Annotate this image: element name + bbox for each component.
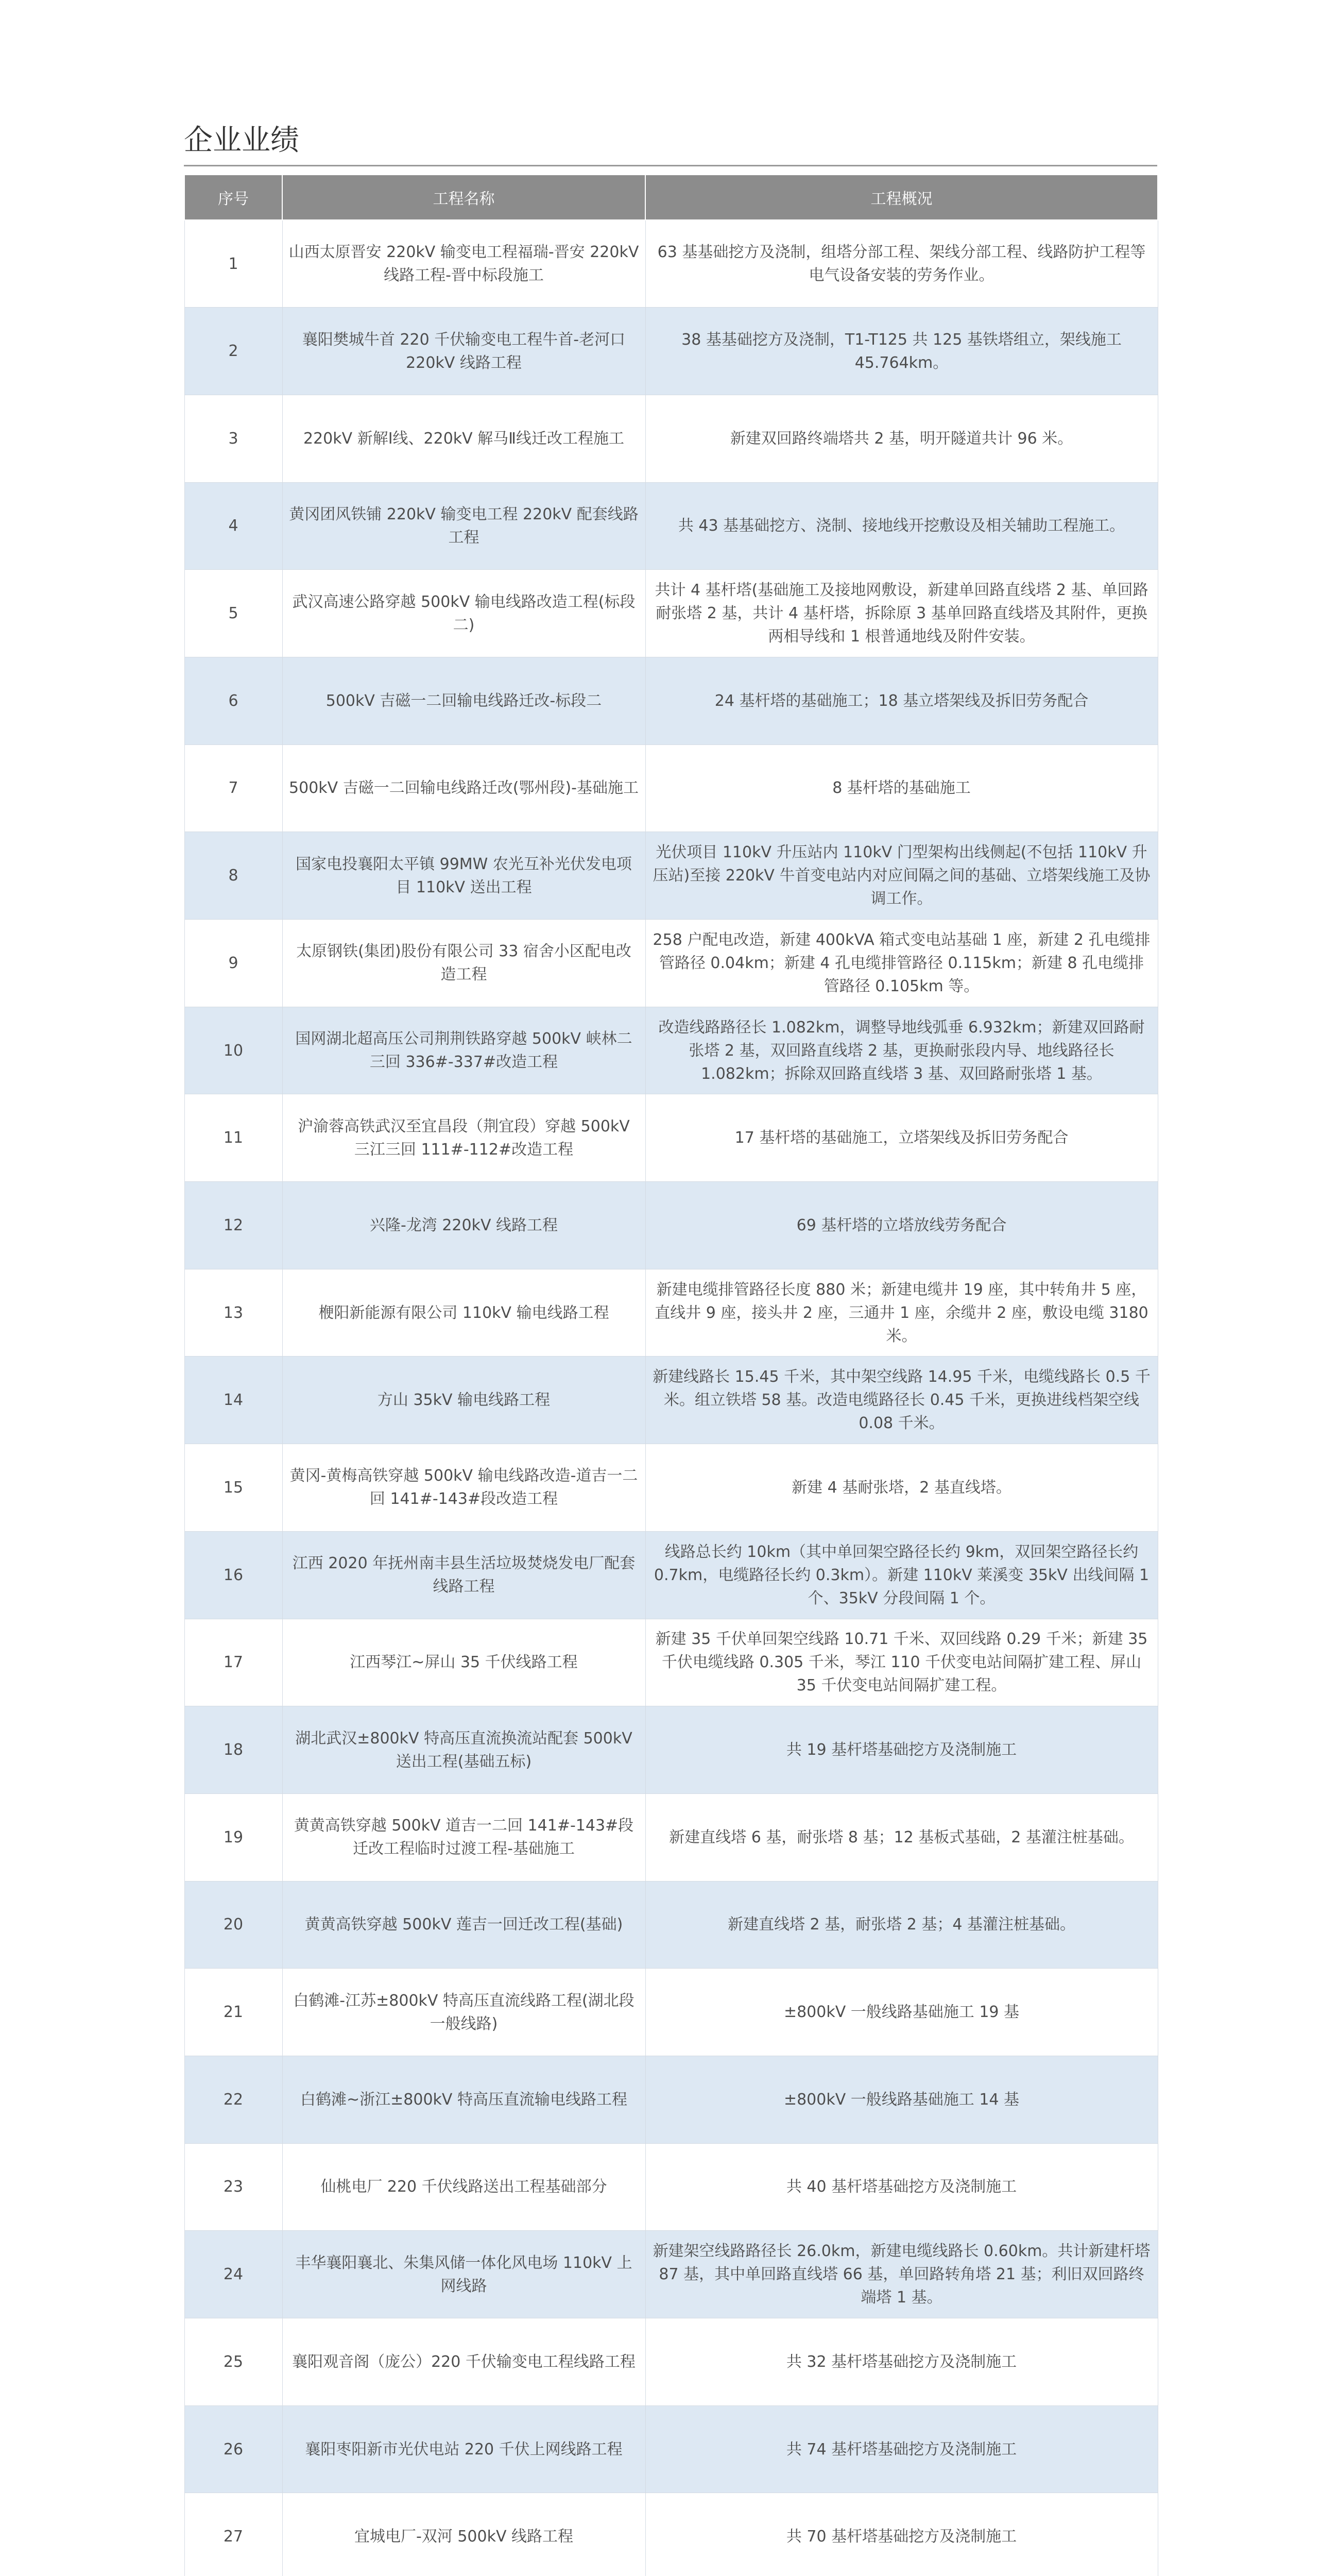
cell-project-name: 襄阳樊城牛首 220 千伏输变电工程牛首-老河口 220kV 线路工程 (282, 308, 645, 395)
table-row (184, 220, 1158, 308)
cell-project-overview: 69 基杆塔的立塔放线劳务配合 (645, 1182, 1158, 1269)
cell-project-name: 沪渝蓉高铁武汉至宜昌段（荆宜段）穿越 500kV 三江三回 111#-112#改造工程 (282, 1094, 645, 1182)
table-row (184, 1531, 1158, 1619)
table-row (184, 832, 1158, 920)
cell-no: 8 (184, 832, 282, 920)
cell-no: 7 (184, 744, 282, 832)
cell-no: 4 (184, 482, 282, 570)
table-row (184, 1706, 1158, 1794)
cell-project-name: 500kV 吉磁一二回输电线路迁改-标段二 (282, 657, 645, 744)
cell-project-name: 兴隆-龙湾 220kV 线路工程 (282, 1182, 645, 1269)
cell-project-name: 湖北武汉±800kV 特高压直流换流站配套 500kV 送出工程(基础五标) (282, 1706, 645, 1794)
cell-project-name: 太原钢铁(集团)股份有限公司 33 宿舍小区配电改造工程 (282, 920, 645, 1007)
cell-project-name: 山西太原晋安 220kV 输变电工程福瑞-晋安 220kV 线路工程-晋中标段施工 (282, 220, 645, 308)
table-row (184, 2493, 1158, 2576)
cell-project-name: 500kV 吉磁一二回输电线路迁改(鄂州段)-基础施工 (282, 744, 645, 832)
table-row (184, 482, 1158, 570)
table-row (184, 1444, 1158, 1532)
table-row (184, 1619, 1158, 1706)
table-row (184, 2318, 1158, 2406)
table-row (184, 920, 1158, 1007)
table-row (184, 2405, 1158, 2493)
table-row (184, 1182, 1158, 1269)
cell-project-name: 江西 2020 年抚州南丰县生活垃圾焚烧发电厂配套线路工程 (282, 1531, 645, 1619)
cell-no: 14 (184, 1357, 282, 1444)
cell-project-name: 国家电投襄阳太平镇 99MW 农光互补光伏发电项目 110kV 送出工程 (282, 832, 645, 920)
cell-project-overview: 38 基基础挖方及浇制，T1-T125 共 125 基铁塔组立，架线施工 45.764km。 (645, 308, 1158, 395)
cell-project-overview: 共计 4 基杆塔(基础施工及接地网敷设，新建单回路直线塔 2 基、单回路耐张塔 2 基，共计 4 基杆塔，拆除原 3 基单回路直线塔及其附件，更换两相导线和 1 根普通地线及附件安装。 (645, 570, 1158, 657)
cell-project-overview: 17 基杆塔的基础施工，立塔架线及拆旧劳务配合 (645, 1094, 1158, 1182)
performance-table (184, 174, 1158, 2576)
cell-no: 27 (184, 2493, 282, 2576)
cell-project-name: 黄黄高铁穿越 500kV 莲吉一回迁改工程(基础) (282, 1881, 645, 1969)
cell-project-name: 仙桃电厂 220 千伏线路送出工程基础部分 (282, 2143, 645, 2231)
cell-project-overview: ±800kV 一般线路基础施工 19 基 (645, 1969, 1158, 2056)
cell-project-overview: 8 基杆塔的基础施工 (645, 744, 1158, 832)
cell-project-overview: 共 74 基杆塔基础挖方及浇制施工 (645, 2405, 1158, 2493)
cell-no: 2 (184, 308, 282, 395)
title-divider (184, 165, 1157, 166)
cell-project-overview: 新建直线塔 6 基，耐张塔 8 基；12 基板式基础，2 基灌注桩基础。 (645, 1793, 1158, 1881)
cell-project-name: 襄阳观音阁（庞公）220 千伏输变电工程线路工程 (282, 2318, 645, 2406)
table-row (184, 308, 1158, 395)
cell-project-name: 国网湖北超高压公司荆荆铁路穿越 500kV 峡林二三回 336#-337#改造工程 (282, 1007, 645, 1094)
table-row (184, 2231, 1158, 2318)
cell-no: 23 (184, 2143, 282, 2231)
cell-project-overview: 新建架空线路路径长 26.0km，新建电缆线路长 0.60km。共计新建杆塔 87 基，其中单回路直线塔 66 基，单回路转角塔 21 基；利旧双回路终端塔 1 基。 (645, 2231, 1158, 2318)
table-row (184, 395, 1158, 482)
cell-project-overview: ±800kV 一般线路基础施工 14 基 (645, 2056, 1158, 2143)
cell-project-overview: 258 户配电改造，新建 400kVA 箱式变电站基础 1 座，新建 2 孔电缆排管路径 0.04km；新建 4 孔电缆排管路径 0.115km；新建 8 孔电缆排管路径 0.105km 等。 (645, 920, 1158, 1007)
cell-no: 12 (184, 1182, 282, 1269)
cell-project-name: 丰华襄阳襄北、朱集风储一体化风电场 110kV 上网线路 (282, 2231, 645, 2318)
table-row (184, 570, 1158, 657)
table-row (184, 1793, 1158, 1881)
table-body (184, 220, 1158, 2576)
cell-project-name: 220kV 新解Ⅰ线、220kV 解马Ⅱ线迁改工程施工 (282, 395, 645, 482)
cell-project-overview: 新建 35 千伏单回架空线路 10.71 千米、双回线路 0.29 千米；新建 35 千伏电缆线路 0.305 千米，琴江 110 千伏变电站间隔扩建工程、屏山 35 千伏变电站间隔扩建工程。 (645, 1619, 1158, 1706)
cell-project-overview: 新建 4 基耐张塔，2 基直线塔。 (645, 1444, 1158, 1532)
cell-no: 13 (184, 1269, 282, 1357)
cell-project-overview: 改造线路路径长 1.082km，调整导地线弧垂 6.932km；新建双回路耐张塔 2 基，双回路直线塔 2 基，更换耐张段内导、地线路径长 1.082km；拆除双回路直线塔 3 基、双回路耐张塔 1 基。 (645, 1007, 1158, 1094)
cell-project-overview: 光伏项目 110kV 升压站内 110kV 门型架构出线侧起(不包括 110kV 升压站)至接 220kV 牛首变电站内对应间隔之间的基础、立塔架线施工及协调工作。 (645, 832, 1158, 920)
cell-no: 19 (184, 1793, 282, 1881)
table-row (184, 1269, 1158, 1357)
cell-project-name: 黄冈-黄梅高铁穿越 500kV 输电线路改造-道吉一二回 141#-143#段改造工程 (282, 1444, 645, 1532)
cell-no: 3 (184, 395, 282, 482)
cell-no: 5 (184, 570, 282, 657)
cell-project-overview: 24 基杆塔的基础施工；18 基立塔架线及拆旧劳务配合 (645, 657, 1158, 744)
cell-no: 20 (184, 1881, 282, 1969)
cell-no: 11 (184, 1094, 282, 1182)
cell-project-overview: 共 19 基杆塔基础挖方及浇制施工 (645, 1706, 1158, 1794)
page-title: 企业业绩 (184, 124, 299, 157)
table-row (184, 1357, 1158, 1444)
table-header-row (184, 175, 1158, 220)
cell-project-overview: 共 70 基杆塔基础挖方及浇制施工 (645, 2493, 1158, 2576)
cell-project-name: 白鹤滩-江苏±800kV 特高压直流线路工程(湖北段一般线路) (282, 1969, 645, 2056)
cell-no: 1 (184, 220, 282, 308)
cell-project-name: 襄阳枣阳新市光伏电站 220 千伏上网线路工程 (282, 2405, 645, 2493)
table-row (184, 2143, 1158, 2231)
cell-project-overview: 共 40 基杆塔基础挖方及浇制施工 (645, 2143, 1158, 2231)
header-project-overview: 工程概况 (645, 175, 1158, 220)
cell-project-name: 黄冈团风铁铺 220kV 输变电工程 220kV 配套线路工程 (282, 482, 645, 570)
cell-no: 9 (184, 920, 282, 1007)
cell-project-name: 宜城电厂-双河 500kV 线路工程 (282, 2493, 645, 2576)
table-row (184, 1881, 1158, 1969)
cell-no: 17 (184, 1619, 282, 1706)
cell-no: 10 (184, 1007, 282, 1094)
cell-project-overview: 共 43 基基础挖方、浇制、接地线开挖敷设及相关辅助工程施工。 (645, 482, 1158, 570)
cell-project-overview: 新建直线塔 2 基，耐张塔 2 基；4 基灌注桩基础。 (645, 1881, 1158, 1969)
cell-project-overview: 新建电缆排管路径长度 880 米；新建电缆井 19 座，其中转角井 5 座，直线井 9 座，接头井 2 座，三通井 1 座，余缆井 2 座，敷设电缆 3180 米。 (645, 1269, 1158, 1357)
cell-no: 26 (184, 2405, 282, 2493)
cell-project-overview: 63 基基础挖方及浇制，组塔分部工程、架线分部工程、线路防护工程等电气设备安装的劳务作业。 (645, 220, 1158, 308)
cell-no: 16 (184, 1531, 282, 1619)
cell-project-name: 黄黄高铁穿越 500kV 道吉一二回 141#-143#段迁改工程临时过渡工程-基础施工 (282, 1793, 645, 1881)
cell-no: 6 (184, 657, 282, 744)
cell-no: 24 (184, 2231, 282, 2318)
cell-project-overview: 新建线路长 15.45 千米，其中架空线路 14.95 千米，电缆线路长 0.5 千米。组立铁塔 58 基。改造电缆路径长 0.45 千米，更换进线档架空线 0.08 千米。 (645, 1357, 1158, 1444)
cell-no: 18 (184, 1706, 282, 1794)
table-row (184, 1007, 1158, 1094)
cell-no: 21 (184, 1969, 282, 2056)
table-row (184, 1094, 1158, 1182)
cell-no: 15 (184, 1444, 282, 1532)
cell-project-name: 江西琴江~屏山 35 千伏线路工程 (282, 1619, 645, 1706)
table-row (184, 657, 1158, 744)
cell-no: 22 (184, 2056, 282, 2143)
cell-no: 25 (184, 2318, 282, 2406)
cell-project-name: 楩阳新能源有限公司 110kV 输电线路工程 (282, 1269, 645, 1357)
cell-project-overview: 共 32 基杆塔基础挖方及浇制施工 (645, 2318, 1158, 2406)
table-row (184, 2056, 1158, 2143)
cell-project-overview: 线路总长约 10km（其中单回架空路径长约 9km，双回架空路径长约 0.7km，电缆路径长约 0.3km）。新建 110kV 莱溪变 35kV 出线间隔 1 个、35kV 分段间隔 1 个。 (645, 1531, 1158, 1619)
cell-project-name: 武汉高速公路穿越 500kV 输电线路改造工程(标段二) (282, 570, 645, 657)
cell-project-name: 方山 35kV 输电线路工程 (282, 1357, 645, 1444)
cell-project-name: 白鹤滩~浙江±800kV 特高压直流输电线路工程 (282, 2056, 645, 2143)
table-row (184, 1969, 1158, 2056)
header-project-name: 工程名称 (282, 175, 645, 220)
header-no: 序号 (184, 175, 282, 220)
table-row (184, 744, 1158, 832)
cell-project-overview: 新建双回路终端塔共 2 基，明开隧道共计 96 米。 (645, 395, 1158, 482)
